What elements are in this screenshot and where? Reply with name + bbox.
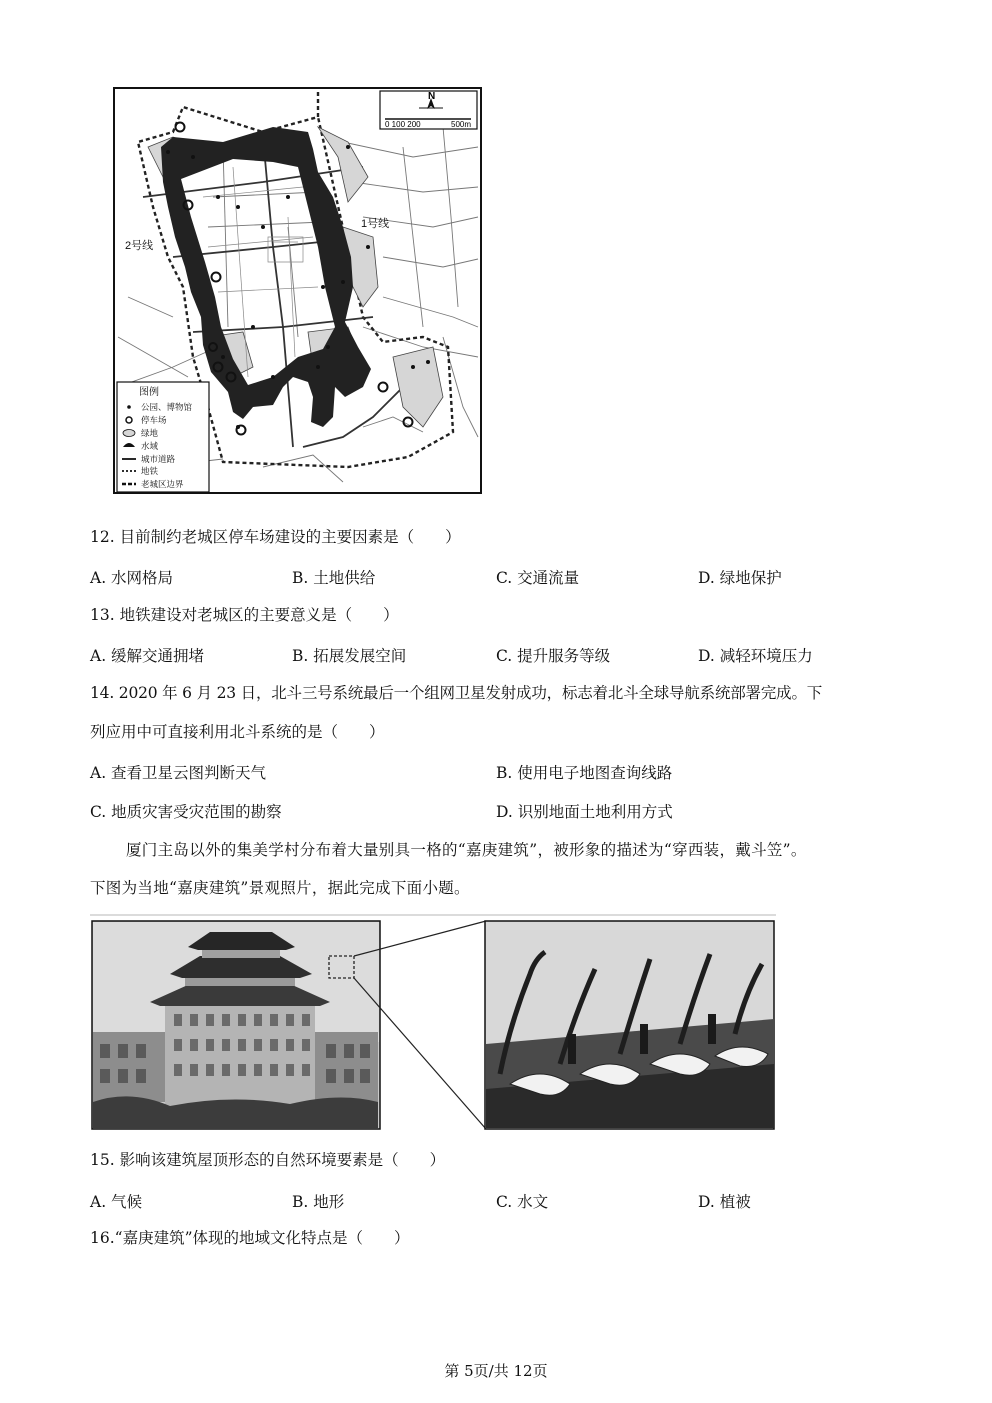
q15-option-d: D. 植被 xyxy=(698,1193,751,1211)
metro-line2-label: 2号线 xyxy=(125,240,154,252)
q15-option-b: B. 地形 xyxy=(292,1193,345,1211)
scale-end-label: 500m xyxy=(451,120,472,129)
q13-option-b: B. 拓展发展空间 xyxy=(292,647,407,665)
passage-line1: 厦门主岛以外的集美学村分布着大量别具一格的“嘉庚建筑”，被形象的描述为“穿西装，戴斗笠”。 xyxy=(126,841,807,859)
north-label: N xyxy=(428,91,436,102)
scale-label: 0 100 200 xyxy=(385,120,421,129)
q13-option-c: C. 提升服务等级 xyxy=(496,647,611,665)
map-legend xyxy=(117,382,209,492)
old-city-map xyxy=(113,87,482,494)
legend-item-metro: 地铁 xyxy=(141,466,159,476)
building-photo xyxy=(92,921,380,1129)
q15-option-a: A. 气候 xyxy=(90,1193,143,1211)
q12-option-a: A. 水网格局 xyxy=(90,569,174,587)
legend-item-boundary: 老城区边界 xyxy=(141,479,184,489)
q12-option-b: B. 土地供给 xyxy=(292,569,376,587)
q14-stem-line1: 14. 2020 年 6 月 23 日，北斗三号系统最后一个组网卫星发射成功，标志着北斗全球导航系统部署完成。下 xyxy=(90,684,823,702)
legend-item-road: 城市道路 xyxy=(141,454,176,464)
q12-option-d: D. 绿地保护 xyxy=(698,569,782,587)
q15-option-c: C. 水文 xyxy=(496,1193,549,1211)
q13-option-a: A. 缓解交通拥堵 xyxy=(90,647,205,665)
legend-item-parking: 停车场 xyxy=(141,415,167,425)
north-scale-box xyxy=(380,91,477,129)
page-footer: 第 5页/共 12页 xyxy=(444,1362,548,1380)
legend-title: 图例 xyxy=(139,387,159,398)
roof-closeup-photo xyxy=(485,921,774,1129)
legend-item-water: 水域 xyxy=(141,441,159,451)
q15-stem: 15. 影响该建筑屋顶形态的自然环境要素是（ ） xyxy=(90,1151,446,1169)
q16-stem: 16.“嘉庚建筑”体现的地域文化特点是（ ） xyxy=(90,1229,410,1247)
passage-line2: 下图为当地“嘉庚建筑”景观照片，据此完成下面小题。 xyxy=(90,879,470,897)
legend-item-green: 绿地 xyxy=(141,428,159,438)
q14-option-a: A. 查看卫星云图判断天气 xyxy=(90,764,267,782)
q14-stem-line2: 列应用中可直接利用北斗系统的是（ ） xyxy=(90,723,385,741)
q12-stem: 12. 目前制约老城区停车场建设的主要因素是（ ） xyxy=(90,528,461,546)
q14-option-b: B. 使用电子地图查询线路 xyxy=(496,764,673,782)
q12-option-c: C. 交通流量 xyxy=(496,569,580,587)
q13-option-d: D. 减轻环境压力 xyxy=(698,647,813,665)
q13-stem: 13. 地铁建设对老城区的主要意义是（ ） xyxy=(90,606,399,624)
q14-option-d: D. 识别地面土地利用方式 xyxy=(496,803,673,821)
metro-line1-label: 1号线 xyxy=(361,218,390,230)
q14-option-c: C. 地质灾害受灾范围的勘察 xyxy=(90,803,282,821)
legend-item-park: 公园、博物馆 xyxy=(141,402,193,412)
jiageng-building-photos xyxy=(90,914,776,1132)
